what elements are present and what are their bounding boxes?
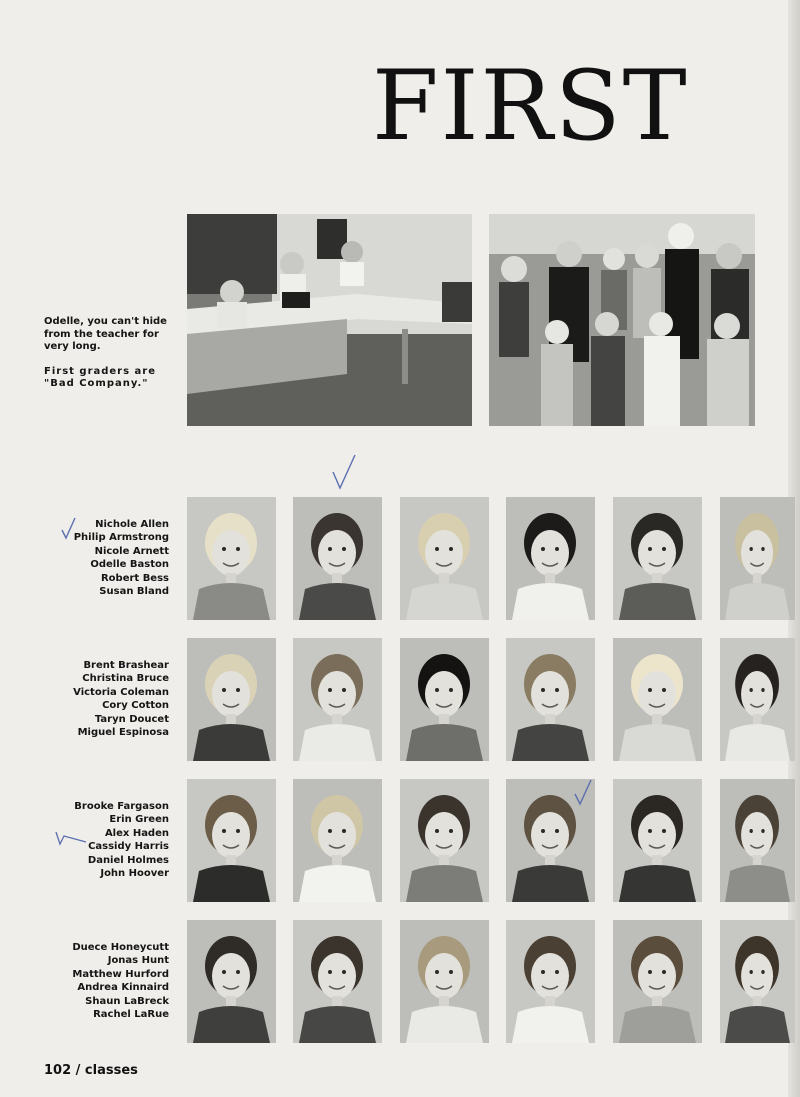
student-portrait <box>506 920 595 1043</box>
student-name: Odelle Baston <box>90 559 169 571</box>
student-name: Shaun LaBreck <box>85 995 169 1007</box>
student-portrait <box>187 638 276 761</box>
pen-check-mark <box>330 452 358 492</box>
student-portrait <box>613 638 702 761</box>
student-name: Rachel LaRue <box>93 1009 169 1021</box>
caption-costumes: First graders are "Bad Company." <box>44 365 157 389</box>
student-name: Brent Brashear <box>83 660 169 671</box>
student-name: Brooke Fargason <box>74 801 169 812</box>
student-portrait <box>720 779 795 902</box>
student-name: Matthew Hurford <box>72 968 169 980</box>
student-name: Taryn Doucet <box>94 713 169 725</box>
student-portrait <box>506 497 595 620</box>
student-name: Jonas Hunt <box>107 955 169 967</box>
student-name: John Hoover <box>100 868 169 880</box>
student-name: Philip Armstrong <box>73 532 169 544</box>
student-name: Miguel Espinosa <box>77 727 169 739</box>
student-portrait <box>613 920 702 1043</box>
student-name: Cassidy Harris <box>88 841 169 853</box>
student-portrait <box>293 779 382 902</box>
pen-check-mark <box>572 778 594 808</box>
classroom-photo <box>187 214 472 426</box>
student-name: Victoria Coleman <box>73 686 169 698</box>
student-portrait <box>400 497 489 620</box>
student-name: Erin Green <box>109 814 169 826</box>
caption-classroom: Odelle, you can't hide from the teacher for very long. <box>44 316 167 352</box>
student-portrait <box>720 920 795 1043</box>
student-portrait <box>187 497 276 620</box>
student-name: Alex Haden <box>104 827 169 839</box>
student-portrait <box>293 638 382 761</box>
student-name: Nichole Allen <box>95 519 169 530</box>
student-name: Cory Cotton <box>102 700 169 712</box>
student-portrait <box>187 779 276 902</box>
name-list-row-4 <box>40 941 169 1021</box>
student-portrait <box>720 638 795 761</box>
student-portrait <box>400 920 489 1043</box>
student-portrait <box>400 638 489 761</box>
pen-check-mark <box>60 516 78 542</box>
student-portrait <box>720 497 795 620</box>
student-portrait <box>506 638 595 761</box>
student-portrait <box>613 779 702 902</box>
name-list-row-2 <box>40 659 169 739</box>
photo-caption <box>44 316 184 403</box>
student-portrait <box>293 497 382 620</box>
costume-group-photo <box>489 214 755 426</box>
student-portrait <box>293 920 382 1043</box>
page-title: FIRST <box>372 50 689 162</box>
student-name: Robert Bess <box>100 572 169 584</box>
pen-check-mark <box>54 828 88 850</box>
page-footer: 102 / classes <box>44 1063 138 1078</box>
student-name: Daniel Holmes <box>87 854 169 866</box>
student-name: Nicole Arnett <box>94 545 169 557</box>
student-name: Christina Bruce <box>82 673 169 685</box>
student-name: Susan Bland <box>99 586 169 598</box>
student-portrait <box>613 497 702 620</box>
student-portrait <box>187 920 276 1043</box>
student-portrait <box>400 779 489 902</box>
student-name: Duece Honeycutt <box>72 942 169 953</box>
student-name: Andrea Kinnaird <box>77 982 169 994</box>
